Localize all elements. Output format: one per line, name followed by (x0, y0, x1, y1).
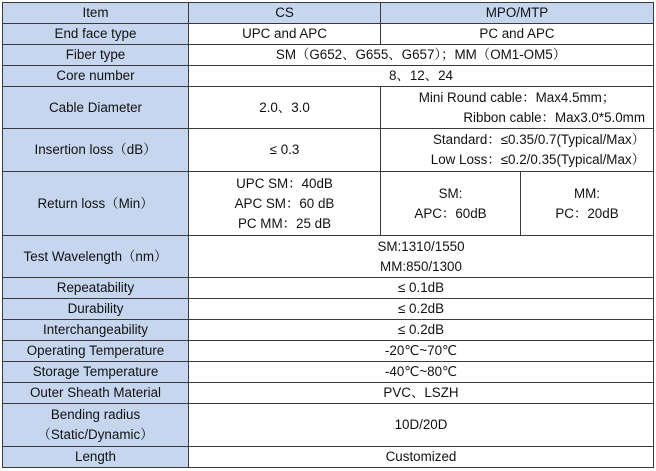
row-cable-diameter (3, 87, 654, 129)
row-bending-radius (3, 404, 654, 447)
cable-diameter-label: Cable Diameter (3, 87, 189, 129)
insertion-loss-mpo-line: Standard：≤0.35/0.7(Typical/Max） (432, 132, 645, 147)
bending-radius-label (3, 404, 189, 447)
fiber-type-label: Fiber type (3, 45, 189, 66)
header-item: Item (3, 3, 189, 24)
return-loss-mpo-mm-line: PC：20dB (555, 205, 619, 221)
length-value: Customized (189, 447, 654, 468)
row-core-number (3, 66, 654, 87)
bending-radius-label-line: （Static/Dynamic） (37, 427, 154, 442)
interchangeability-value: ≤ 0.2dB (189, 320, 654, 341)
repeatability-value: ≤ 0.1dB (189, 278, 654, 299)
row-insertion-loss (3, 129, 654, 172)
return-loss-cs-line: PC MM：25 dB (237, 215, 331, 231)
core-number-label: Core number (3, 66, 189, 87)
return-loss-mpo-sm (381, 172, 521, 236)
outer-sheath-label: Outer Sheath Material (3, 383, 189, 404)
header-cs: CS (189, 3, 381, 24)
test-wavelength-label: Test Wavelength（nm） (3, 236, 189, 278)
bending-radius-value: 10D/20D (189, 404, 654, 447)
header-row (3, 3, 654, 24)
return-loss-label: Return loss（Min） (3, 172, 189, 236)
row-test-wavelength (3, 236, 654, 278)
insertion-loss-mpo (381, 129, 654, 172)
operating-temperature-label: Operating Temperature (3, 341, 189, 362)
return-loss-cs-line: UPC SM：40dB (236, 175, 333, 191)
insertion-loss-mpo-line: Low Loss：≤0.2/0.35(Typical/Max） (430, 152, 645, 167)
storage-temperature-label: Storage Temperature (3, 362, 189, 383)
operating-temperature-value: -20℃~70℃ (189, 341, 654, 362)
core-number-value: 8、12、24 (189, 66, 654, 87)
row-durability (3, 299, 654, 320)
test-wavelength-value (189, 236, 654, 278)
durability-label: Durability (3, 299, 189, 320)
length-label: Length (3, 447, 189, 468)
row-repeatability (3, 278, 654, 299)
interchangeability-label: Interchangeability (3, 320, 189, 341)
insertion-loss-cs: ≤ 0.3 (189, 129, 381, 172)
cable-diameter-mpo (381, 87, 654, 129)
return-loss-cs-line: APC SM：60 dB (234, 195, 335, 211)
durability-value: ≤ 0.2dB (189, 299, 654, 320)
return-loss-cs (189, 172, 381, 236)
test-wavelength-line: SM:1310/1550 (377, 238, 465, 254)
end-face-label: End face type (3, 24, 189, 45)
outer-sheath-value: PVC、LSZH (189, 383, 654, 404)
return-loss-mpo-mm-line: MM: (573, 185, 601, 201)
row-interchangeability (3, 320, 654, 341)
row-operating-temperature (3, 341, 654, 362)
cable-diameter-mpo-line: Mini Round cable：Max4.5mm； (418, 89, 616, 105)
header-mpo: MPO/MTP (381, 3, 654, 24)
storage-temperature-value: -40℃~80℃ (189, 362, 654, 383)
cable-diameter-mpo-line: Ribbon cable：Max3.0*5.0mm (463, 109, 645, 125)
return-loss-mpo-mm (521, 172, 654, 236)
insertion-loss-label: Insertion loss（dB） (3, 129, 189, 172)
row-storage-temperature (3, 362, 654, 383)
row-length (3, 447, 654, 468)
row-return-loss (3, 172, 654, 236)
repeatability-label: Repeatability (3, 278, 189, 299)
fiber-type-value: SM（G652、G655、G657）；MM（OM1-OM5） (189, 45, 654, 66)
row-end-face (3, 24, 654, 45)
row-outer-sheath (3, 383, 654, 404)
end-face-mpo: PC and APC (381, 24, 654, 45)
return-loss-mpo-sm-line: SM: (438, 185, 463, 201)
cable-diameter-cs: 2.0、3.0 (189, 87, 381, 129)
test-wavelength-line: MM:850/1300 (380, 258, 462, 274)
end-face-cs: UPC and APC (189, 24, 381, 45)
bending-radius-label-line: Bending radius (50, 407, 141, 422)
return-loss-mpo-sm-line: APC：60dB (414, 205, 487, 221)
row-fiber-type (3, 45, 654, 66)
spec-table (2, 2, 654, 468)
